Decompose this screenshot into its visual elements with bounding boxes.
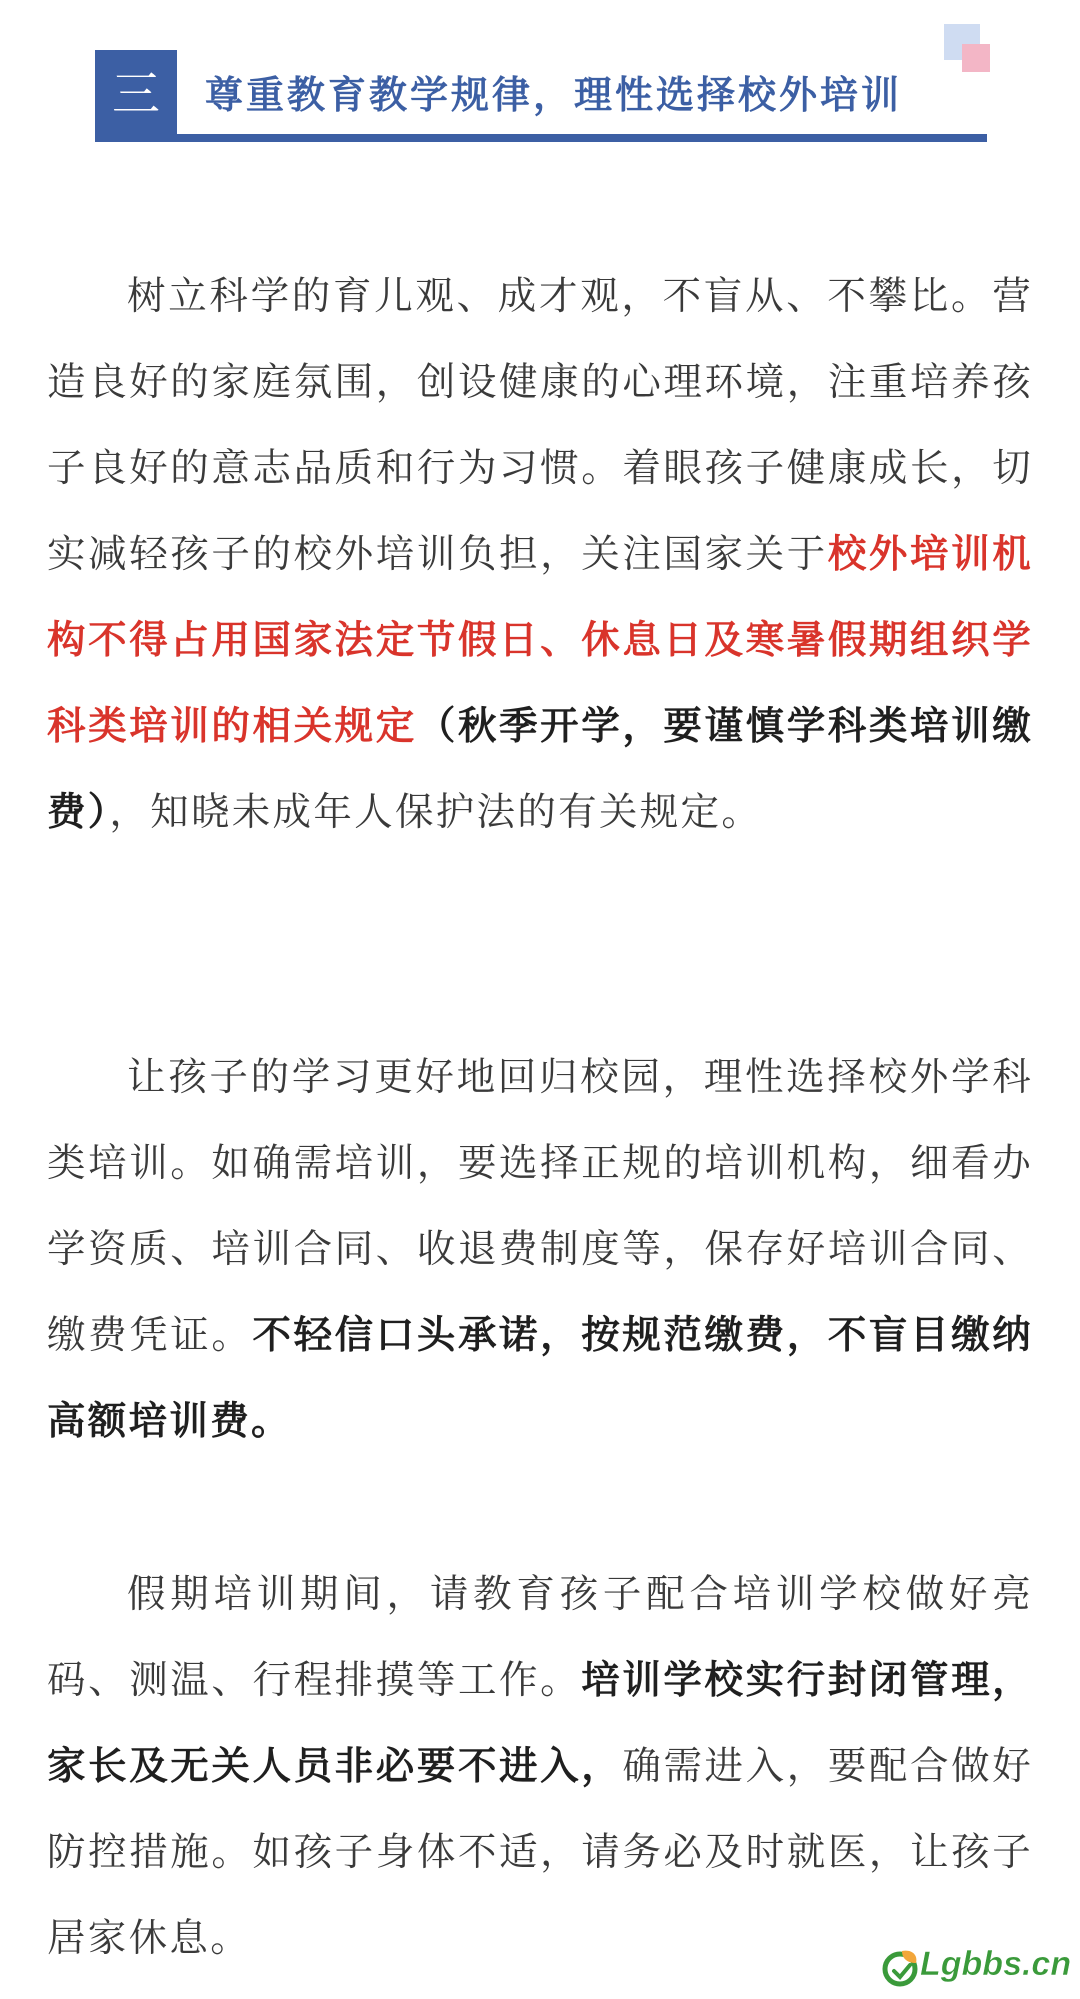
- bold-note: （秋季开学，要谨慎学科类培训缴费）: [47, 704, 1033, 835]
- bold-rule: 培训学校实行封闭管理，家长及无关人员非必要不进入，: [47, 1658, 1033, 1789]
- section-number: 三: [95, 50, 177, 142]
- decorative-square-pink: [962, 44, 990, 72]
- highlight-regulation: 校外培训机构不得占用国家法定节假日、休息日及寒暑假期组织学科类培训的相关规定: [47, 532, 1033, 749]
- paragraph-1: [47, 254, 1033, 856]
- leaf-logo-icon: [880, 1947, 920, 1987]
- text-segment: ，知晓未成年人保护法的有关规定。: [109, 790, 763, 835]
- bold-warning: 不轻信口头承诺，按规范缴费，不盲目缴纳高额培训费。: [47, 1313, 1033, 1444]
- text-segment: 确需进入，要配合做好防控措施。如孩子身体不适，请务必及时就医，让孩子居家休息。: [47, 1744, 1033, 1961]
- section-underline: [95, 134, 987, 142]
- section-header: [95, 50, 987, 142]
- section-title: 尊重教育教学规律，理性选择校外培训: [205, 73, 903, 117]
- text-segment: 假期培训期间，请教育孩子配合培训学校做好亮码、测温、行程排摸等工作。: [47, 1572, 1033, 1703]
- text-segment: 树立科学的育儿观、成才观，不盲从、不攀比。营造良好的家庭氛围，创设健康的心理环境，注重培养孩子良好的意志品质和行为习惯。着眼孩子健康成长，切实减轻孩子的校外培训负担，关注国家关于: [47, 274, 1033, 577]
- watermark-text: Lgbbs.cn: [920, 1945, 1072, 1983]
- watermark: [880, 1945, 1070, 1989]
- paragraph-3: [47, 1552, 1033, 1982]
- text-segment: 让孩子的学习更好地回归校园，理性选择校外学科类培训。如确需培训，要选择正规的培训机构，细看办学资质、培训合同、收退费制度等，保存好培训合同、缴费凭证。: [47, 1055, 1033, 1358]
- paragraph-2: [47, 1035, 1033, 1465]
